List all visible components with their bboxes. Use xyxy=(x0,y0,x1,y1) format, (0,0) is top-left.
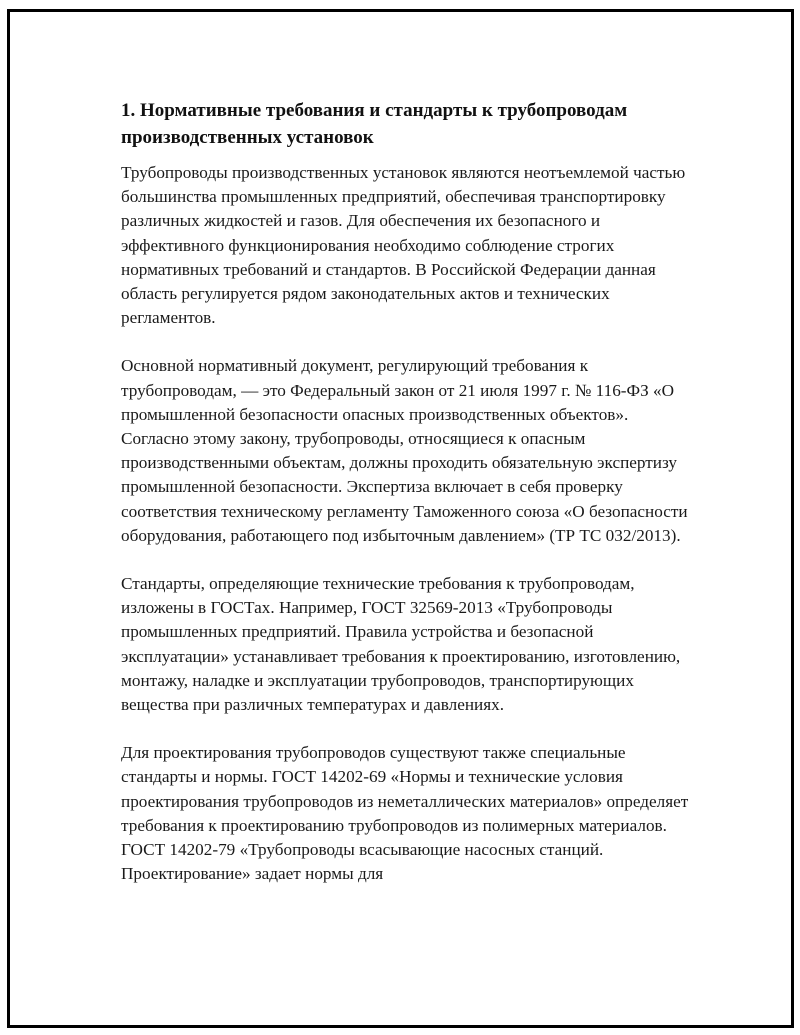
page-frame xyxy=(7,9,794,1028)
paragraph-3: Стандарты, определяющие технические требования к трубопроводам, изложены в ГОСТах. Например, ГОСТ 32569-2013 «Трубопроводы промышленных предприятий. Правила устройства и безопасной эксплуатации» устанавливает требования к проектированию, изготовлению, монтажу, наладке и эксплуатации трубопроводов, транспортирующих вещества при различных температурах и давлениях. xyxy=(121,574,681,715)
section-heading: 1. Нормативные требования и стандарты к трубопроводам производственных установок xyxy=(121,100,628,148)
document-body xyxy=(121,97,693,910)
paragraph-1: Трубопроводы производственных установок являются неотъемлемой частью большинства промышленных предприятий, обеспечивая транспортировку различных жидкостей и газов. Для обеспечения их безопасного и эффективного функционирования необходимо соблюдение строгих нормативных требований и стандартов. В Российской Федерации данная область регулируется рядом законодательных актов и технических регламентов. xyxy=(121,163,686,328)
paragraph-2: Основной нормативный документ, регулирующий требования к трубопроводам, — это Федеральный закон от 21 июля 1997 г. № 116-ФЗ «О промышленной безопасности опасных производственных объектов». Согласно этому закону, трубопроводы, относящиеся к опасным производственными объектам, должны проходить обязательную экспертизу промышленной безопасности. Экспертиза включает в себя проверку соответствия техническому регламенту Таможенного союза «О безопасности оборудования, работающего под избыточным давлением» (ТР ТС 032/2013). xyxy=(121,356,688,545)
paragraph-4: Для проектирования трубопроводов существуют также специальные стандарты и нормы. ГОСТ 14202-69 «Нормы и технические условия проектирования трубопроводов из неметаллических материалов» определяет требования к проектированию трубопроводов из полимерных материалов. ГОСТ 14202-79 «Трубопроводы всасывающие насосных станций. Проектирование» задает нормы для xyxy=(121,743,689,884)
